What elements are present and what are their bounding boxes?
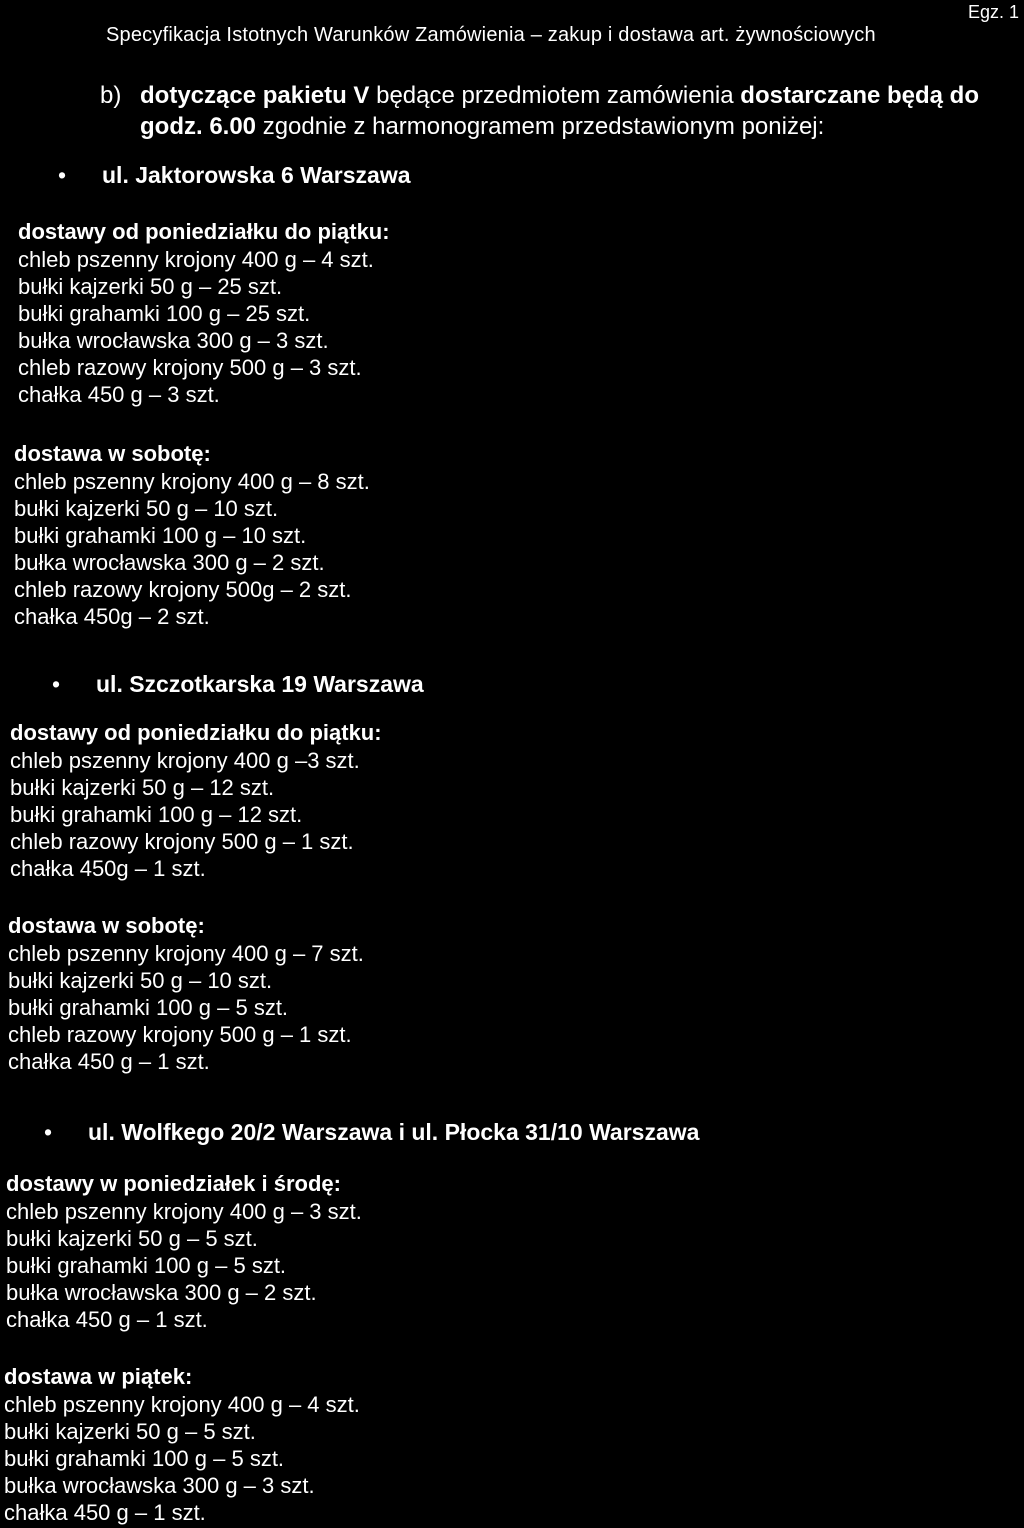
- delivery-block: [4, 1363, 360, 1526]
- list-item: chleb pszenny krojony 400 g – 3 szt.: [6, 1199, 362, 1224]
- list-item: bułki kajzerki 50 g – 10 szt.: [14, 496, 279, 521]
- list-item: chleb pszenny krojony 400 g – 7 szt.: [8, 941, 364, 966]
- list-item: chleb pszenny krojony 400 g – 4 szt.: [18, 247, 374, 272]
- intro-bold-3: godz. 6.00: [140, 113, 257, 140]
- list-item: bułka wrocławska 300 g – 2 szt.: [6, 1280, 317, 1305]
- list-item: bułki grahamki 100 g – 10 szt.: [14, 523, 307, 548]
- intro-bold-1: dotyczące pakietu V: [140, 82, 370, 109]
- list-item: chleb razowy krojony 500g – 2 szt.: [14, 577, 352, 602]
- list-item: chleb razowy krojony 500 g – 3 szt.: [18, 355, 362, 380]
- delivery-block: [6, 1170, 362, 1333]
- list-item: bułki kajzerki 50 g – 5 szt.: [6, 1226, 258, 1251]
- delivery-heading: dostawa w sobotę:: [8, 913, 205, 938]
- list-item: chleb pszenny krojony 400 g –3 szt.: [10, 748, 360, 773]
- list-item: bułki grahamki 100 g – 5 szt.: [6, 1253, 287, 1278]
- location-bullet: • ul. Szczotkarska 19 Warszawa: [52, 671, 424, 697]
- list-item: bułki grahamki 100 g – 5 szt.: [8, 995, 289, 1020]
- location-address: ul. Szczotkarska 19 Warszawa: [96, 671, 424, 697]
- delivery-heading: dostawy od poniedziałku do piątku:: [10, 720, 382, 745]
- delivery-heading: dostawy w poniedziałek i środę:: [6, 1171, 341, 1196]
- list-item: bułki kajzerki 50 g – 10 szt.: [8, 968, 273, 993]
- list-item: bułki grahamki 100 g – 5 szt.: [4, 1446, 285, 1471]
- list-item: chałka 450g – 2 szt.: [14, 604, 210, 629]
- delivery-block: [8, 912, 364, 1075]
- list-item: chałka 450 g – 1 szt.: [6, 1307, 208, 1332]
- delivery-heading: dostawy od poniedziałku do piątku:: [18, 219, 390, 244]
- intro-bold-2: dostarczane będą do: [740, 82, 980, 109]
- list-item: chałka 450 g – 1 szt.: [4, 1500, 206, 1525]
- list-item: bułki kajzerki 50 g – 25 szt.: [18, 274, 283, 299]
- list-item: bułka wrocławska 300 g – 3 szt.: [4, 1473, 315, 1498]
- list-item: chleb pszenny krojony 400 g – 4 szt.: [4, 1392, 360, 1417]
- list-item: chałka 450g – 1 szt.: [10, 856, 206, 881]
- list-item: chleb razowy krojony 500 g – 1 szt.: [10, 829, 354, 854]
- list-item: bułka wrocławska 300 g – 2 szt.: [14, 550, 325, 575]
- list-item: chleb pszenny krojony 400 g – 8 szt.: [14, 469, 370, 494]
- list-item: chałka 450 g – 1 szt.: [8, 1049, 210, 1074]
- intro-paragraph: [100, 80, 1024, 142]
- delivery-block: [18, 218, 390, 408]
- location-address: ul. Wolfkego 20/2 Warszawa i ul. Płocka 31/10 Warszawa: [88, 1119, 700, 1145]
- list-item: bułki kajzerki 50 g – 5 szt.: [4, 1419, 256, 1444]
- copy-number: Egz. 1: [968, 2, 1020, 22]
- delivery-heading: dostawa w piątek:: [4, 1364, 193, 1389]
- delivery-heading: dostawa w sobotę:: [14, 441, 211, 466]
- list-item: chałka 450 g – 3 szt.: [18, 382, 220, 407]
- location-address: ul. Jaktorowska 6 Warszawa: [102, 162, 411, 188]
- list-item: chleb razowy krojony 500 g – 1 szt.: [8, 1022, 352, 1047]
- list-item: bułki grahamki 100 g – 25 szt.: [18, 301, 311, 326]
- location-bullet: • ul. Wolfkego 20/2 Warszawa i ul. Płocka 31/10 Warszawa: [44, 1119, 700, 1145]
- page-header: Specyfikacja Istotnych Warunków Zamówienia – zakup i dostawa art. żywnościowych: [106, 24, 876, 46]
- list-item: bułki kajzerki 50 g – 12 szt.: [10, 775, 275, 800]
- list-item: bułki grahamki 100 g – 12 szt.: [10, 802, 303, 827]
- list-item: bułka wrocławska 300 g – 3 szt.: [18, 328, 329, 353]
- list-label: b): [100, 82, 122, 109]
- intro-text-2: zgodnie z harmonogramem przedstawionym poniżej:: [256, 113, 825, 140]
- delivery-block: [10, 719, 382, 882]
- location-bullet: • ul. Jaktorowska 6 Warszawa: [58, 162, 411, 188]
- intro-text-1: będące przedmiotem zamówienia: [369, 82, 741, 109]
- delivery-block: [14, 440, 370, 630]
